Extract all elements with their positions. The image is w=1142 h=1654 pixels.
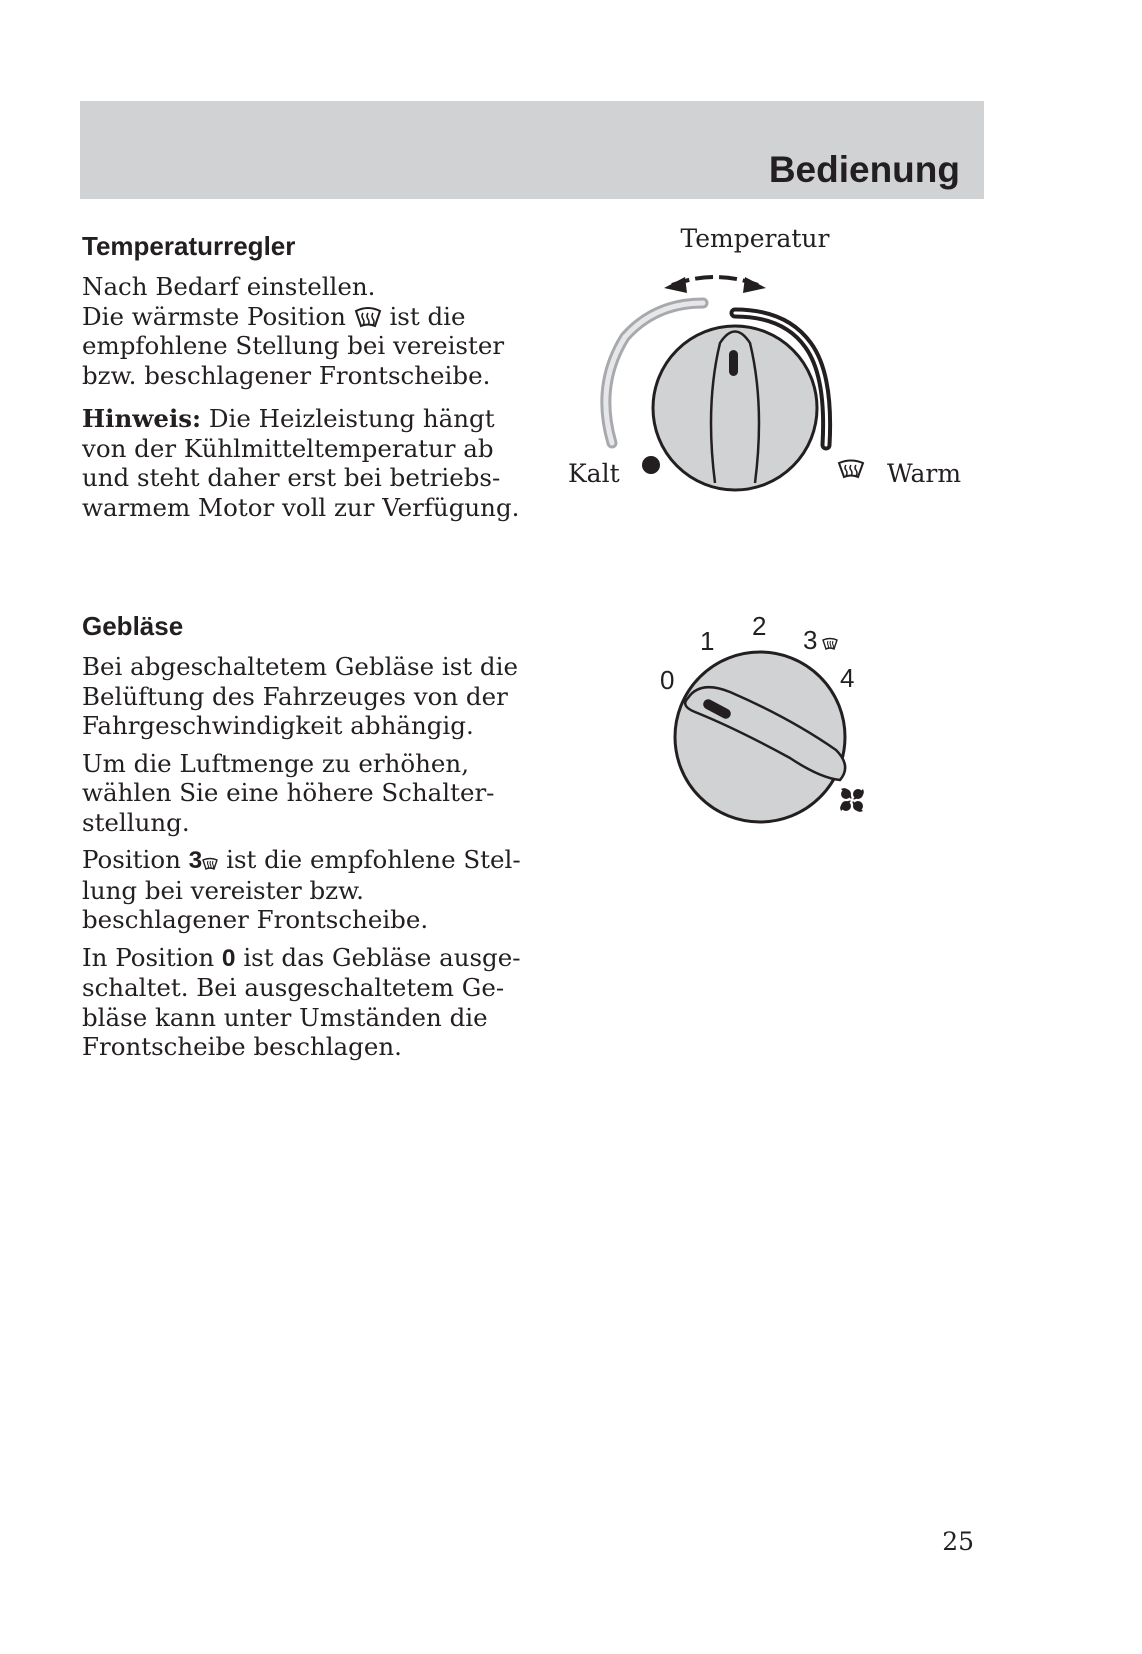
temperature-note — [82, 404, 522, 522]
blower-position-2: 2 — [752, 611, 767, 641]
blower-p4-post: ist das Gebläse ausge- schaltet. Bei ausgeschaltetem Ge- bläse kann unter Umständen die Frontscheibe beschlagen. — [82, 942, 521, 1061]
defrost-icon — [823, 639, 837, 650]
label-temperatur: Temperatur — [680, 225, 830, 253]
temperature-dial-figure — [560, 225, 980, 515]
blower-position-3: 3 — [803, 625, 818, 655]
note-label: Hinweis: — [82, 404, 202, 433]
blower-paragraph-2: Um die Luftmenge zu erhöhen, wählen Sie eine höhere Schalter- stellung. — [82, 748, 495, 837]
defrost-icon — [202, 857, 218, 871]
label-warm: Warm — [887, 459, 962, 488]
blower-p3-post: ist die empfohlene Stel- lung bei vereister bzw. beschlagener Frontscheibe. — [82, 845, 521, 934]
blower-p4-num: 0 — [221, 944, 236, 972]
defrost-icon — [354, 306, 382, 328]
page-number: 25 — [942, 1527, 974, 1556]
section-title: Bedienung — [768, 149, 960, 190]
blower-knob — [675, 652, 845, 822]
blower-position-4: 4 — [840, 663, 855, 693]
blower-p3-num: 3 — [188, 847, 203, 874]
temperature-heading: Temperaturregler — [82, 231, 296, 261]
blower-p4-pre: In Position — [82, 942, 215, 972]
arrow-double-icon — [664, 277, 766, 293]
blower-paragraph-4 — [82, 943, 532, 1062]
temperature-p1-pre: Die wärmste Position — [82, 301, 346, 331]
blower-heading: Gebläse — [82, 611, 184, 641]
defrost-icon — [839, 461, 863, 478]
label-kalt: Kalt — [568, 459, 620, 488]
blower-paragraph-3 — [82, 845, 532, 935]
blower-position-0: 0 — [660, 665, 675, 695]
blower-paragraph-1: Bei abgeschaltetem Gebläse ist die Belüftung des Fahrzeuges von der Fahrgeschwindigkeit abhängig. — [82, 652, 518, 740]
cold-dot-icon — [642, 456, 660, 474]
blower-dial-figure — [640, 600, 880, 830]
temperature-paragraph — [82, 272, 522, 390]
header-band — [80, 101, 984, 199]
fan-icon — [840, 788, 864, 812]
blower-section — [82, 610, 532, 1070]
note-text: Die Heizleistung hängt von der Kühlmitteltemperatur ab und steht daher erst bei betriebs- warmem Motor voll zur Verfügung. — [82, 404, 520, 522]
blower-p3-pre: Position — [82, 845, 181, 874]
blower-position-1: 1 — [700, 626, 715, 656]
temperature-p1-line1: Nach Bedarf einstellen. — [82, 272, 376, 301]
temperature-p1-post: ist die empfohlene Stellung bei vereister bzw. beschlagener Frontscheibe. — [82, 301, 505, 390]
temperature-knob — [653, 326, 817, 490]
temperature-section — [82, 230, 522, 530]
